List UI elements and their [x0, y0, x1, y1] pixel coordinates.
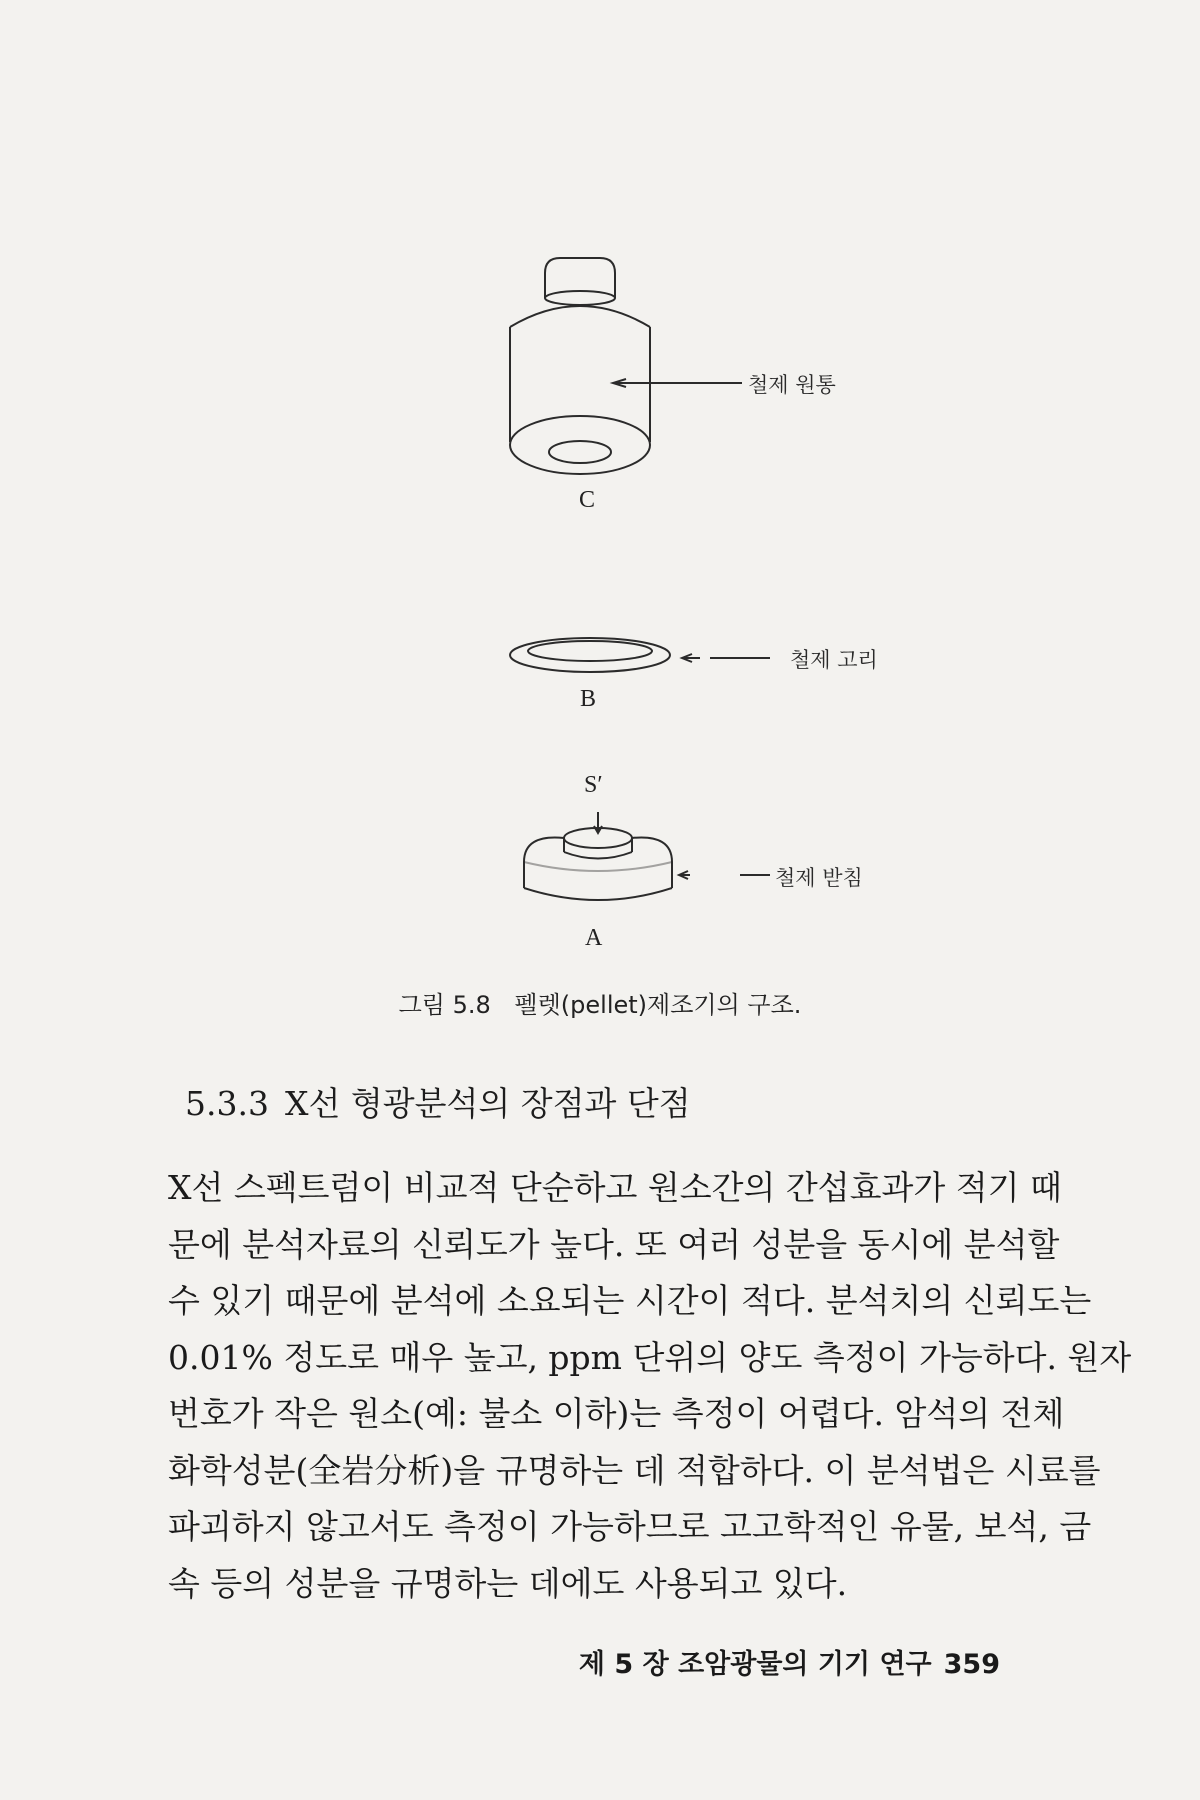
body-paragraph [168, 1160, 1132, 1612]
chapter-title: 제 5 장 조암광물의 기기 연구 [578, 1649, 932, 1680]
paragraph-line: 파괴하지 않고서도 측정이 가능하므로 고고학적인 유물, 보석, 금 [168, 1507, 1092, 1546]
section-number: 5.3.3 [185, 1084, 269, 1123]
section-heading [185, 1078, 707, 1125]
paragraph-line: 번호가 작은 원소(예: 불소 이하)는 측정이 어렵다. 암석의 전체 [168, 1394, 1065, 1433]
steel-ring-drawing [510, 638, 770, 672]
paragraph-line: 0.01% 정도로 매우 높고, ppm 단위의 양도 측정이 가능하다. 원자 [168, 1337, 1132, 1377]
cylinder-callout-label: 철제 원통 [748, 373, 836, 397]
paragraph-line: 수 있기 때문에 분석에 소요되는 시간이 적다. 분석치의 신뢰도는 [168, 1281, 1092, 1320]
steel-cylinder-drawing [510, 258, 742, 474]
page-footer [567, 1642, 1000, 1681]
part-b-letter: B [580, 686, 597, 712]
part-a-letter: A [585, 925, 603, 951]
paragraph-line: 속 등의 성분을 규명하는 데에도 사용되고 있다. [168, 1563, 848, 1603]
figure-caption-text: 펠렛(pellet)제조기의 구조. [514, 991, 802, 1019]
figure-caption [0, 985, 1200, 1020]
paragraph-line: X선 스펙트럼이 비교적 단순하고 원소간의 간섭효과가 적기 때 [168, 1168, 1062, 1207]
ring-callout-label: 철제 고리 [790, 648, 878, 672]
paragraph-line: 문에 분석자료의 신뢰도가 높다. 또 여러 성분을 동시에 분석할 [168, 1224, 1060, 1264]
paragraph-line: 화학성분(全岩分析)을 규명하는 데 적합하다. 이 분석법은 시료를 [168, 1450, 1101, 1490]
figure-number: 그림 5.8 [398, 991, 491, 1019]
page-number: 359 [943, 1649, 1000, 1680]
part-c-letter: C [579, 487, 596, 513]
part-s-letter: S′ [584, 772, 603, 798]
section-title: X선 형광분석의 장점과 단점 [284, 1084, 691, 1123]
base-callout-label: 철제 받침 [775, 866, 863, 890]
steel-base-drawing [524, 812, 770, 900]
